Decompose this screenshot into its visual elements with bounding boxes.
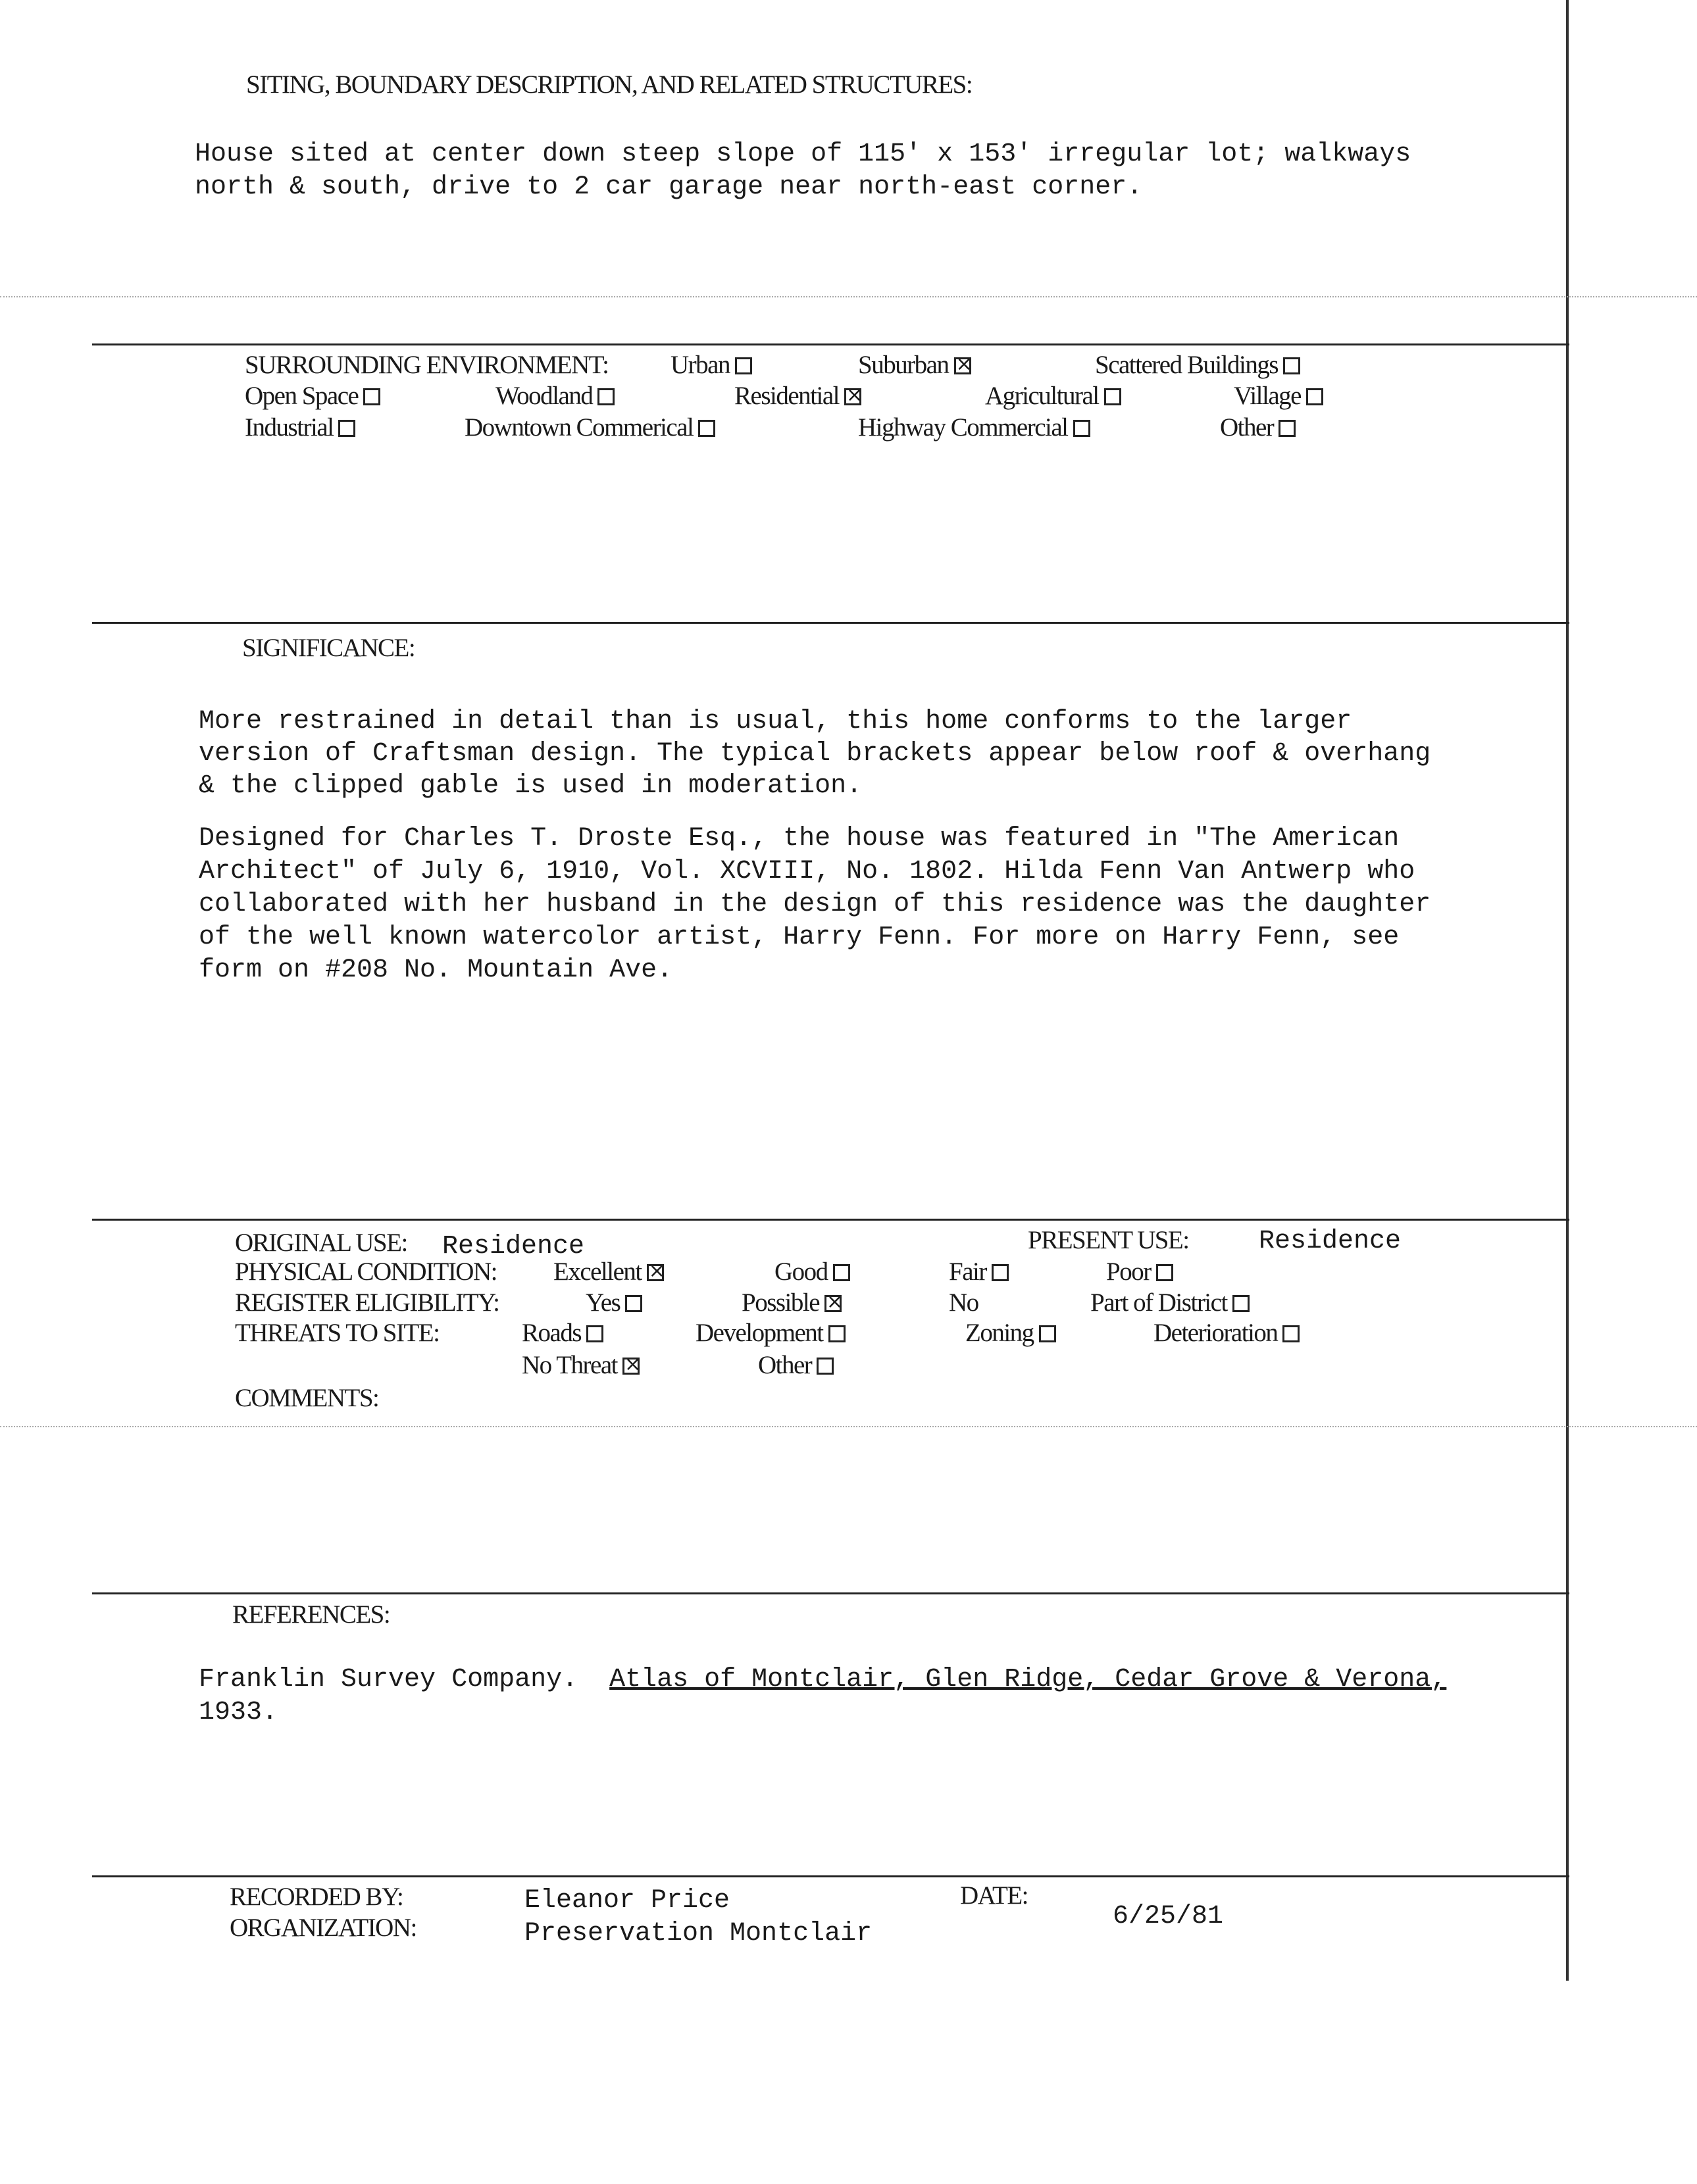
siting-heading: SITING, BOUNDARY DESCRIPTION, AND RELATED STRUCTURES: [246,70,973,99]
checkbox[interactable] [1306,388,1323,405]
date-value: 6/25/81 [1113,1902,1224,1931]
option-label: Downtown Commerical [465,413,694,442]
divider [92,1592,1569,1594]
option-label: Poor [1106,1257,1151,1286]
option-woodland[interactable] [495,381,615,411]
physical-condition-label: PHYSICAL CONDITION: [235,1257,497,1286]
significance-line: Designed for Charles T. Droste Esq., the house was featured in "The American [199,824,1400,853]
checkbox[interactable] [1104,388,1121,405]
eligibility-yes[interactable] [586,1288,642,1317]
option-label: Good [774,1257,828,1286]
significance-line: form on #208 No. Mountain Ave. [199,955,673,985]
checkbox[interactable] [1282,1325,1300,1342]
option-label: Fair [949,1257,986,1286]
significance-line: of the well known watercolor artist, Harry Fenn. For more on Harry Fenn, see [199,923,1400,952]
checkbox[interactable] [597,388,615,405]
checkbox[interactable] [824,1295,842,1312]
divider [92,622,1569,624]
checkbox[interactable] [954,357,971,374]
environment-heading: SURROUNDING ENVIRONMENT: [245,351,609,379]
option-label: No Threat [522,1351,617,1379]
significance-line: & the clipped gable is used in moderation. [199,771,863,801]
option-label: Village [1234,382,1301,410]
option-label: Woodland [495,382,593,410]
condition-poor[interactable] [1106,1257,1173,1286]
option-urban[interactable] [671,350,752,380]
option-label: Roads [522,1319,581,1347]
present-use-value: Residence [1259,1227,1402,1256]
significance-line: collaborated with her husband in the design of this residence was the daughter [199,890,1431,919]
threat-deterioration[interactable] [1153,1318,1300,1348]
option-other[interactable] [1220,413,1296,442]
option-label: Suburban [858,351,949,379]
checkbox[interactable] [1279,420,1296,437]
condition-fair[interactable] [949,1257,1009,1286]
option-label: Other [1220,413,1274,442]
threat-roads[interactable] [522,1318,603,1348]
checkbox[interactable] [828,1325,846,1342]
checkbox[interactable] [833,1264,850,1281]
option-residential[interactable] [734,381,861,411]
option-scattered-buildings[interactable] [1095,350,1300,380]
original-use-value: Residence [442,1232,585,1261]
present-use-label: PRESENT USE: [1028,1226,1189,1254]
option-label: Highway Commercial [858,413,1068,442]
option-label: Agricultural [985,382,1099,410]
option-suburban[interactable] [858,350,971,380]
option-highway-commercial[interactable] [858,413,1090,442]
option-label: Scattered Buildings [1095,351,1279,379]
checkbox[interactable] [363,388,380,405]
date-label: DATE: [960,1881,1028,1910]
threats-label: THREATS TO SITE: [235,1319,440,1347]
option-village[interactable] [1234,381,1323,411]
checkbox[interactable] [338,420,355,437]
checkbox[interactable] [586,1325,603,1342]
condition-good[interactable] [774,1257,850,1286]
option-label: Urban [671,351,730,379]
checkbox[interactable] [622,1358,640,1375]
eligibility-possible[interactable] [742,1288,842,1317]
checkbox[interactable] [735,357,752,374]
option-agricultural[interactable] [985,381,1121,411]
divider [0,296,1697,297]
divider [92,343,1569,345]
eligibility-part-of-district[interactable] [1090,1288,1250,1317]
divider [0,1426,1697,1427]
threat-zoning[interactable] [965,1318,1056,1348]
checkbox[interactable] [1156,1264,1173,1281]
checkbox[interactable] [1283,357,1300,374]
option-label: Other [758,1351,812,1379]
option-open-space[interactable] [245,381,380,411]
option-label: Industrial [245,413,334,442]
checkbox[interactable] [647,1264,664,1281]
option-label: Excellent [553,1257,642,1286]
significance-line: More restrained in detail than is usual, this home conforms to the larger [199,707,1352,736]
references-heading: REFERENCES: [232,1600,390,1629]
reference-entry [199,1663,1446,1696]
significance-line: version of Craftsman design. The typical brackets appear below roof & overhang [199,739,1431,769]
significance-heading: SIGNIFICANCE: [242,634,415,662]
threat-other[interactable] [758,1350,834,1380]
reference-year: 1933. [199,1698,278,1727]
eligibility-no[interactable]: No [949,1288,978,1317]
checkbox[interactable] [1232,1295,1250,1312]
checkbox[interactable] [698,420,715,437]
option-industrial[interactable] [245,413,355,442]
recorded-by-label: RECORDED BY: [230,1883,403,1911]
option-label: Development [696,1319,823,1347]
checkbox[interactable] [992,1264,1009,1281]
checkbox[interactable] [1039,1325,1056,1342]
option-label: Zoning [965,1319,1034,1347]
checkbox[interactable] [625,1295,642,1312]
divider [92,1219,1569,1221]
threat-development[interactable] [696,1318,846,1348]
siting-line: House sited at center down steep slope of 115' x 153' irregular lot; walkways [195,140,1411,169]
checkbox[interactable] [1073,420,1090,437]
register-eligibility-label: REGISTER ELIGIBILITY: [235,1288,499,1317]
option-label: Deterioration [1153,1319,1278,1347]
significance-line: Architect" of July 6, 1910, Vol. XCVIII, No. 1802. Hilda Fenn Van Antwerp who [199,857,1415,886]
checkbox[interactable] [817,1358,834,1375]
comments-label: COMMENTS: [235,1384,379,1412]
checkbox[interactable] [844,388,861,405]
threat-no-threat[interactable] [522,1350,640,1380]
option-downtown-commercial[interactable] [465,413,715,442]
condition-excellent[interactable] [553,1257,664,1286]
option-label: Part of District [1090,1288,1227,1317]
option-label: Yes [586,1288,621,1317]
siting-line: north & south, drive to 2 car garage near north-east corner. [195,172,1143,202]
option-label: Possible [742,1288,820,1317]
reference-author: Franklin Survey Company. [199,1665,578,1694]
option-label: Residential [734,382,839,410]
recorded-by-value: Eleanor Price [524,1886,730,1916]
reference-title: Atlas of Montclair, Glen Ridge, Cedar Grove & Verona, [609,1665,1447,1694]
option-label: Open Space [245,382,359,410]
organization-value: Preservation Montclair [524,1919,873,1948]
divider [92,1875,1569,1877]
original-use-label: ORIGINAL USE: [235,1229,407,1257]
organization-label: ORGANIZATION: [230,1914,417,1942]
